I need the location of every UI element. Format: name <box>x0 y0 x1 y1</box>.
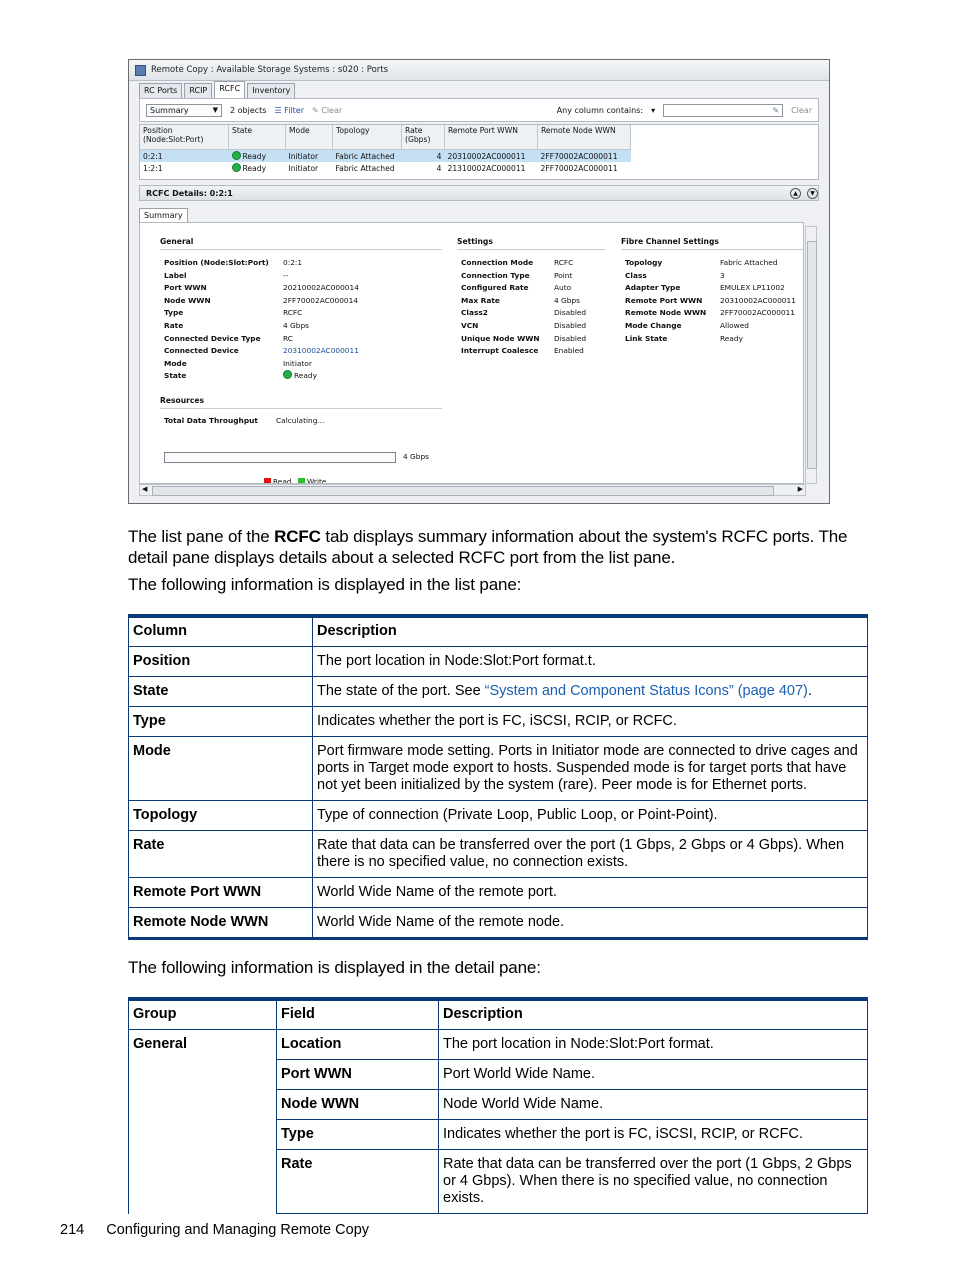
group-general: General <box>129 1030 277 1214</box>
clear-filter-label: Clear <box>321 105 343 115</box>
section-resources: Resources <box>160 396 205 405</box>
scroll-right-icon[interactable]: ▶ <box>797 485 803 493</box>
scroll-left-icon[interactable]: ◀ <box>142 485 148 493</box>
throughput-bar <box>164 452 396 463</box>
section-settings: Settings <box>457 237 493 246</box>
list-toolbar <box>139 98 819 122</box>
col-state[interactable]: State <box>229 125 286 150</box>
table-row[interactable] <box>140 162 631 174</box>
tab-rc-ports[interactable]: RC Ports <box>139 83 182 98</box>
header-column: Column <box>129 616 313 647</box>
list-pane-table <box>128 614 868 940</box>
rcfc-term: RCFC <box>274 527 321 546</box>
object-count: 2 objects <box>230 105 267 115</box>
table-row: Node WWN Node World Wide Name. <box>129 1090 868 1120</box>
cell: 0:2:1 <box>140 150 229 163</box>
divider <box>160 249 442 250</box>
status-icons-link[interactable]: “System and Component Status Icons” (page 407) <box>484 683 808 699</box>
cell: 1:2:1 <box>143 163 163 173</box>
detail-pane-table <box>128 997 868 1214</box>
details-header <box>139 185 819 201</box>
settings-keys: Connection Mode Connection Type Configured Rate Max Rate Class2 VCN Unique Node WWN Interrupt Coalesce <box>461 258 540 356</box>
divider <box>621 249 803 250</box>
col-remote-node-wwn[interactable]: Remote Node WWN <box>538 125 631 150</box>
col-remote-port-wwn[interactable]: Remote Port WWN <box>445 125 538 150</box>
chevron-down-icon: ▼ <box>212 106 218 114</box>
detail-pane <box>139 222 804 484</box>
table-row: Rate Rate that data can be transferred over the port (1 Gbps, 2 Gbps or 4 Gbps). When there is no specified value, no connection exists. <box>129 831 868 878</box>
ready-status-icon <box>232 151 241 160</box>
col-topology[interactable]: Topology <box>333 125 402 150</box>
cell: 2FF70002AC000011 <box>538 150 631 163</box>
table-row: Rate Rate that data can be transferred over the port (1 Gbps, 2 Gbps or 4 Gbps). When there is no specified value, no connection exists. <box>129 1150 868 1214</box>
vertical-scrollbar[interactable] <box>805 226 817 484</box>
page-number: 214 <box>60 1222 85 1238</box>
cell: 21310002AC000011 <box>447 163 526 173</box>
table-row: Position The port location in Node:Slot:Port format.t. <box>129 647 868 677</box>
col-rate[interactable]: Rate (Gbps) <box>402 125 445 150</box>
cell: Fabric Attached <box>333 150 402 163</box>
divider <box>457 249 605 250</box>
port-tabs <box>139 83 297 98</box>
cell: 20310002AC000011 <box>445 150 538 163</box>
tab-summary[interactable]: Summary <box>139 208 188 222</box>
detail-pane-intro: The following information is displayed in the detail pane: <box>128 958 541 977</box>
table-row: General Location The port location in Node:Slot:Port format. <box>129 1030 868 1060</box>
filter-icon: ☰ <box>274 105 282 115</box>
collapse-down-icon[interactable]: ▼ <box>807 188 818 199</box>
general-keys: Position (Node:Slot:Port) Label Port WWN Node WWN Type Rate Connected Device Type Connected Device Mode State <box>164 258 269 381</box>
horizontal-scrollbar[interactable] <box>139 484 806 496</box>
cell: Fabric Attached <box>335 163 395 173</box>
tab-rcfc[interactable]: RCFC <box>214 81 245 98</box>
cell: 4 <box>436 163 442 173</box>
tab-rcip[interactable]: RCIP <box>184 83 212 98</box>
ready-status-icon <box>283 370 292 379</box>
details-title: RCFC Details: 0:2:1 <box>146 188 233 198</box>
fibre-values: Fabric Attached 3 EMULEX LP11002 20310002AC000011 2FF70002AC000011 Allowed Ready <box>720 258 796 343</box>
any-column-label: Any column contains: <box>556 105 644 115</box>
footer-title: Configuring and Managing Remote Copy <box>106 1222 370 1238</box>
connected-device-link[interactable]: 20310002AC000011 <box>283 346 359 356</box>
section-fibre-channel: Fibre Channel Settings <box>621 237 719 246</box>
cell: Initiator <box>286 150 333 163</box>
throughput-label: Total Data Throughput <box>164 416 258 425</box>
view-select-value: Summary <box>150 105 189 115</box>
col-mode[interactable]: Mode <box>286 125 333 150</box>
eraser-icon: ✎ <box>311 105 319 115</box>
cell: 4 <box>402 150 445 163</box>
window-icon <box>135 65 146 76</box>
window-titlebar <box>129 60 829 81</box>
throughput-value: Calculating... <box>276 416 325 425</box>
table-row: Type Indicates whether the port is FC, iSCSI, RCIP, or RCFC. <box>129 1120 868 1150</box>
table-row: Remote Node WWN World Wide Name of the remote node. <box>129 908 868 939</box>
section-general: General <box>160 237 194 246</box>
throughput-legend: Read Write <box>264 476 326 484</box>
general-values: 0:2:1 -- 20210002AC000014 2FF70002AC000014 RCFC 4 Gbps RC 20310002AC000011 Initiator Ready <box>283 257 423 383</box>
table-row: State The state of the port. See “System and Component Status Icons” (page 407). <box>129 677 868 707</box>
cell: Ready <box>229 162 286 174</box>
throughput-max: 4 Gbps <box>403 452 430 461</box>
header-description: Description <box>439 999 868 1030</box>
filter-label: Filter <box>284 105 304 115</box>
table-row: Port WWN Port World Wide Name. <box>129 1060 868 1090</box>
intro-paragraph: The list pane of the RCFC tab displays summary information about the system's RCFC ports. The detail pane displays details about a selected RCFC port from the list pane. <box>128 527 848 567</box>
column-dropdown-icon[interactable]: ▾ <box>651 105 656 115</box>
rcfc-screenshot <box>128 59 830 504</box>
search-clear-button[interactable]: Clear <box>791 105 812 115</box>
ready-status-icon <box>232 163 241 172</box>
cell: Ready <box>229 150 286 163</box>
table-row: Mode Port firmware mode setting. Ports in Initiator mode are connected to drive cages and ports in Target mode export to hosts. Suspended mode is for target ports that have not yet been initialized by the system (rare). Peer mode is for Ethernet ports. <box>129 737 868 801</box>
eraser-icon: ✎ <box>772 105 780 115</box>
table-row: Remote Port WWN World Wide Name of the remote port. <box>129 878 868 908</box>
ports-grid <box>139 124 819 180</box>
cell: 2FF70002AC000011 <box>540 163 618 173</box>
header-description: Description <box>313 616 868 647</box>
list-pane-intro: The following information is displayed in the list pane: <box>128 575 522 594</box>
cell: Initiator <box>288 163 319 173</box>
settings-values: RCFC Point Auto 4 Gbps Disabled Disabled Disabled Enabled <box>554 258 587 356</box>
clear-filter-button[interactable] <box>312 106 342 115</box>
table-row: Topology Type of connection (Private Loop, Public Loop, or Point-Point). <box>129 801 868 831</box>
search-input[interactable] <box>663 104 783 117</box>
header-group: Group <box>129 999 277 1030</box>
table-row: Type Indicates whether the port is FC, iSCSI, RCIP, or RCFC. <box>129 707 868 737</box>
divider <box>160 408 442 409</box>
header-field: Field <box>277 999 439 1030</box>
page-footer <box>60 1222 369 1238</box>
collapse-up-icon[interactable]: ▲ <box>790 188 801 199</box>
table-row[interactable] <box>140 150 631 163</box>
col-position[interactable]: Position (Node:Slot:Port) <box>140 125 229 150</box>
tab-inventory[interactable]: Inventory <box>247 83 295 98</box>
fibre-keys: Topology Class Adapter Type Remote Port WWN Remote Node WWN Mode Change Link State <box>625 258 707 343</box>
filter-button[interactable] <box>274 106 304 115</box>
window-title: Remote Copy : Available Storage Systems : s020 : Ports <box>151 65 389 75</box>
view-select[interactable] <box>146 104 222 117</box>
